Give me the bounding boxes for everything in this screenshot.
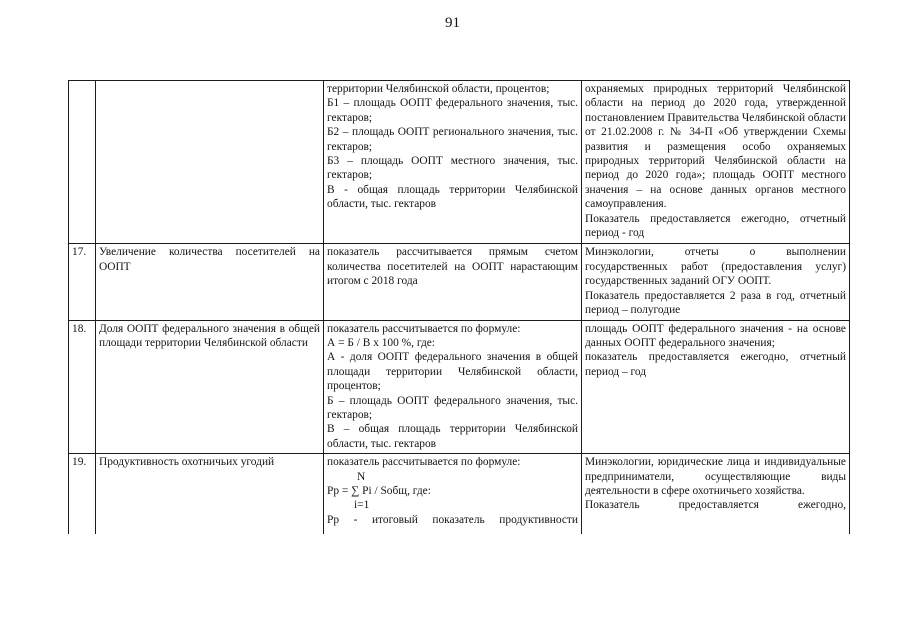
calculation-method-cell [324, 320, 582, 454]
method-paragraph: Б1 – площадь ООПТ федерального значения, тыс. гектаров; [327, 97, 578, 124]
source-paragraph: Минэкологии, отчеты о выполнении государственных работ (предоставления услуг) государственных заданий ОГУ ООПТ. [585, 246, 846, 288]
formula-sum-lower-limit: i=1 [354, 499, 370, 512]
data-source-cell [582, 320, 850, 454]
table-row [69, 454, 850, 534]
method-paragraph: В – общая площадь территории Челябинской области, тыс. гектаров [327, 423, 578, 450]
method-paragraph: Б – площадь ООПТ федерального значения, тыс. гектаров; [327, 394, 578, 421]
source-paragraph: показатель предоставляется ежегодно, отчетный период – год [585, 351, 846, 378]
page-number: 91 [445, 15, 460, 31]
method-paragraph: А - доля ООПТ федерального значения в общей площади территории Челябинской области, процентов; [327, 351, 578, 393]
method-paragraph: показатель рассчитывается по формуле: [327, 456, 521, 469]
method-paragraph: показатель рассчитывается прямым счетом количества посетителей на ООПТ нарастающим итогом с 2018 года [327, 246, 578, 288]
method-paragraph: Б2 – площадь ООПТ регионального значения, тыс. гектаров; [327, 126, 578, 153]
calculation-method-cell [324, 454, 582, 534]
formula-text: А = Б / В х 100 %, где: [327, 336, 435, 349]
table-row [69, 244, 850, 320]
method-paragraph: показатель рассчитывается по формуле: [327, 322, 521, 335]
source-paragraph: Показатель предоставляется ежегодно, [585, 499, 846, 512]
source-paragraph: Показатель предоставляется 2 раза в год, отчетный период – полугодие [585, 289, 846, 317]
method-paragraph: Б3 – площадь ООПТ местного значения, тыс. гектаров; [327, 155, 578, 182]
formula-sum-upper-limit: N [357, 470, 366, 483]
row-number-cell: 18. [69, 320, 96, 454]
method-paragraph: Рр - итоговый показатель продуктивности [327, 513, 578, 526]
row-number-cell [69, 81, 96, 244]
formula-text: Рр = ∑ Рi / Sобщ, где: [327, 484, 431, 497]
table-row [69, 81, 850, 244]
data-source-cell [582, 81, 850, 244]
source-paragraph: Показатель предоставляется ежегодно, отчетный период - год [585, 212, 846, 240]
source-paragraph: площадь ООПТ федерального значения - на основе данных ООПТ федерального значения; [585, 322, 846, 349]
data-source-cell [582, 454, 850, 534]
data-source-cell [582, 244, 850, 320]
table-row [69, 320, 850, 454]
indicator-name-cell: Продуктивность охотничьих угодий [96, 454, 324, 534]
method-paragraph: В - общая площадь территории Челябинской области, тыс. гектаров [327, 183, 578, 211]
indicator-name-cell [96, 81, 324, 244]
indicator-table [68, 80, 850, 534]
indicator-name-cell: Увеличение количества посетителей на ООПТ [96, 244, 324, 320]
row-number-cell: 17. [69, 244, 96, 320]
calculation-method-cell [324, 81, 582, 244]
method-paragraph: территории Челябинской области, процентов; [327, 83, 550, 95]
row-number-cell: 19. [69, 454, 96, 534]
source-paragraph: охраняемых природных территорий Челябинской области на период до 2020 года, утвержденной постановлением Правительства Челябинской области от 21.02.2008 г. № 34-П «Об утверждении Схемы развития и размещения особо охраняемых природных территорий Челябинской области на период до 2020 года»; площадь ООПТ местного значения – на основе данных органов местного самоуправления. [585, 83, 846, 211]
source-paragraph: Минэкологии, юридические лица и индивидуальные предприниматели, осуществляющие виды деятельности в сфере охотничьего хозяйства. [585, 456, 846, 497]
calculation-method-cell [324, 244, 582, 320]
indicator-name-cell: Доля ООПТ федерального значения в общей площади территории Челябинской области [96, 320, 324, 454]
